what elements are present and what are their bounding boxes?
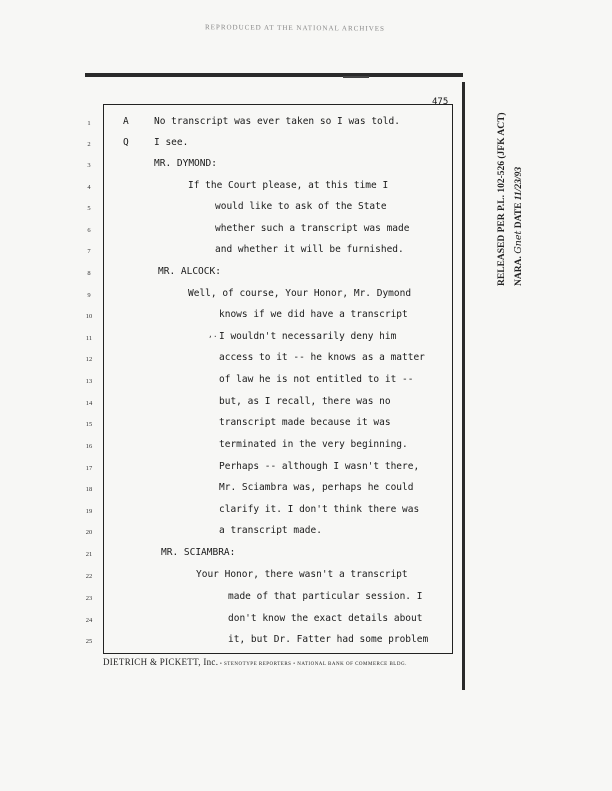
speaker-label: A bbox=[123, 116, 129, 127]
line-text: would like to ask of the State bbox=[215, 201, 387, 212]
right-rule bbox=[462, 82, 465, 690]
release-stamp-line1: RELEASED PER P.L. 102-526 (JFK ACT) bbox=[497, 112, 507, 286]
line-number: 2 bbox=[87, 141, 91, 148]
line-text: access to it -- he knows as a matter bbox=[219, 352, 425, 363]
line-text: Mr. Sciambra was, perhaps he could bbox=[219, 482, 414, 493]
line-text: Well, of course, Your Honor, Mr. Dymond bbox=[188, 288, 412, 299]
line-number: 1 bbox=[87, 120, 91, 127]
line-text: but, as I recall, there was no bbox=[219, 396, 391, 407]
archives-header-stamp: REPRODUCED AT THE NATIONAL ARCHIVES bbox=[204, 23, 385, 33]
line-text: whether such a transcript was made bbox=[215, 223, 410, 234]
line-number: 9 bbox=[87, 292, 91, 299]
footer-bank: NATIONAL BANK OF COMMERCE BLDG. bbox=[297, 662, 407, 667]
line-text: MR. SCIAMBRA: bbox=[161, 547, 236, 558]
release-stamp-nara: NARA bbox=[514, 258, 524, 286]
line-number: 17 bbox=[85, 465, 93, 472]
line-text: No transcript was ever taken so I was told. bbox=[154, 116, 400, 127]
line-number: 16 bbox=[85, 443, 93, 450]
line-number: 14 bbox=[85, 400, 93, 407]
line-number: 3 bbox=[87, 162, 91, 169]
top-rule-mark bbox=[343, 76, 369, 78]
line-text: Perhaps -- although I wasn't there, bbox=[219, 461, 420, 472]
line-text: a transcript made. bbox=[219, 525, 322, 536]
line-number: 19 bbox=[85, 508, 93, 515]
page-number: 475 bbox=[432, 97, 449, 107]
line-text: If the Court please, at this time I bbox=[188, 180, 389, 191]
stray-mark: ,. bbox=[208, 330, 218, 339]
reporter-footer: DIETRICH & PICKETT, Inc. • STENOTYPE REPORTERS • NATIONAL BANK OF COMMERCE BLDG. bbox=[103, 657, 407, 667]
line-number: 25 bbox=[85, 638, 93, 645]
line-text: terminated in the very beginning. bbox=[219, 439, 408, 450]
line-number: 10 bbox=[85, 313, 93, 320]
line-text: Your Honor, there wasn't a transcript bbox=[196, 569, 408, 580]
line-number: 6 bbox=[87, 227, 91, 234]
line-number: 24 bbox=[85, 617, 93, 624]
line-text: knows if we did have a transcript bbox=[219, 309, 408, 320]
line-text: made of that particular session. I bbox=[228, 591, 423, 602]
release-stamp-date-label: DATE bbox=[514, 202, 524, 229]
line-text: clarify it. I don't think there was bbox=[219, 504, 420, 515]
line-text: of law he is not entitled to it -- bbox=[219, 374, 414, 385]
line-number: 11 bbox=[85, 335, 93, 342]
line-number: 18 bbox=[85, 486, 93, 493]
line-number: 4 bbox=[87, 184, 91, 191]
release-stamp-line2: NARA. Gnet DATE 11/23/93 bbox=[513, 166, 524, 286]
line-text: MR. ALCOCK: bbox=[158, 266, 221, 277]
line-number: 22 bbox=[85, 573, 93, 580]
footer-firm: DIETRICH & PICKETT, Inc. bbox=[103, 657, 219, 667]
line-text: I wouldn't necessarily deny him bbox=[219, 331, 397, 342]
release-stamp-date: 11/23/93 bbox=[514, 166, 524, 201]
line-number: 5 bbox=[87, 205, 91, 212]
line-number: 8 bbox=[87, 270, 91, 277]
line-text: I see. bbox=[154, 137, 189, 148]
speaker-label: Q bbox=[123, 137, 129, 148]
line-text: and whether it will be furnished. bbox=[215, 244, 404, 255]
line-text: transcript made because it was bbox=[219, 417, 391, 428]
line-text: it, but Dr. Fatter had some problem bbox=[228, 634, 429, 645]
top-rule bbox=[85, 73, 463, 77]
release-stamp bbox=[493, 80, 543, 290]
line-number: 20 bbox=[85, 529, 93, 536]
line-number: 7 bbox=[87, 248, 91, 255]
footer-tagline: STENOTYPE REPORTERS bbox=[224, 662, 292, 667]
line-number: 12 bbox=[85, 356, 93, 363]
release-stamp-initials: Gnet bbox=[513, 230, 524, 254]
line-number: 21 bbox=[85, 551, 93, 558]
line-number: 13 bbox=[85, 378, 93, 385]
line-text: don't know the exact details about bbox=[228, 613, 423, 624]
line-number: 23 bbox=[85, 595, 93, 602]
line-number: 15 bbox=[85, 421, 93, 428]
line-text: MR. DYMOND: bbox=[154, 158, 217, 169]
